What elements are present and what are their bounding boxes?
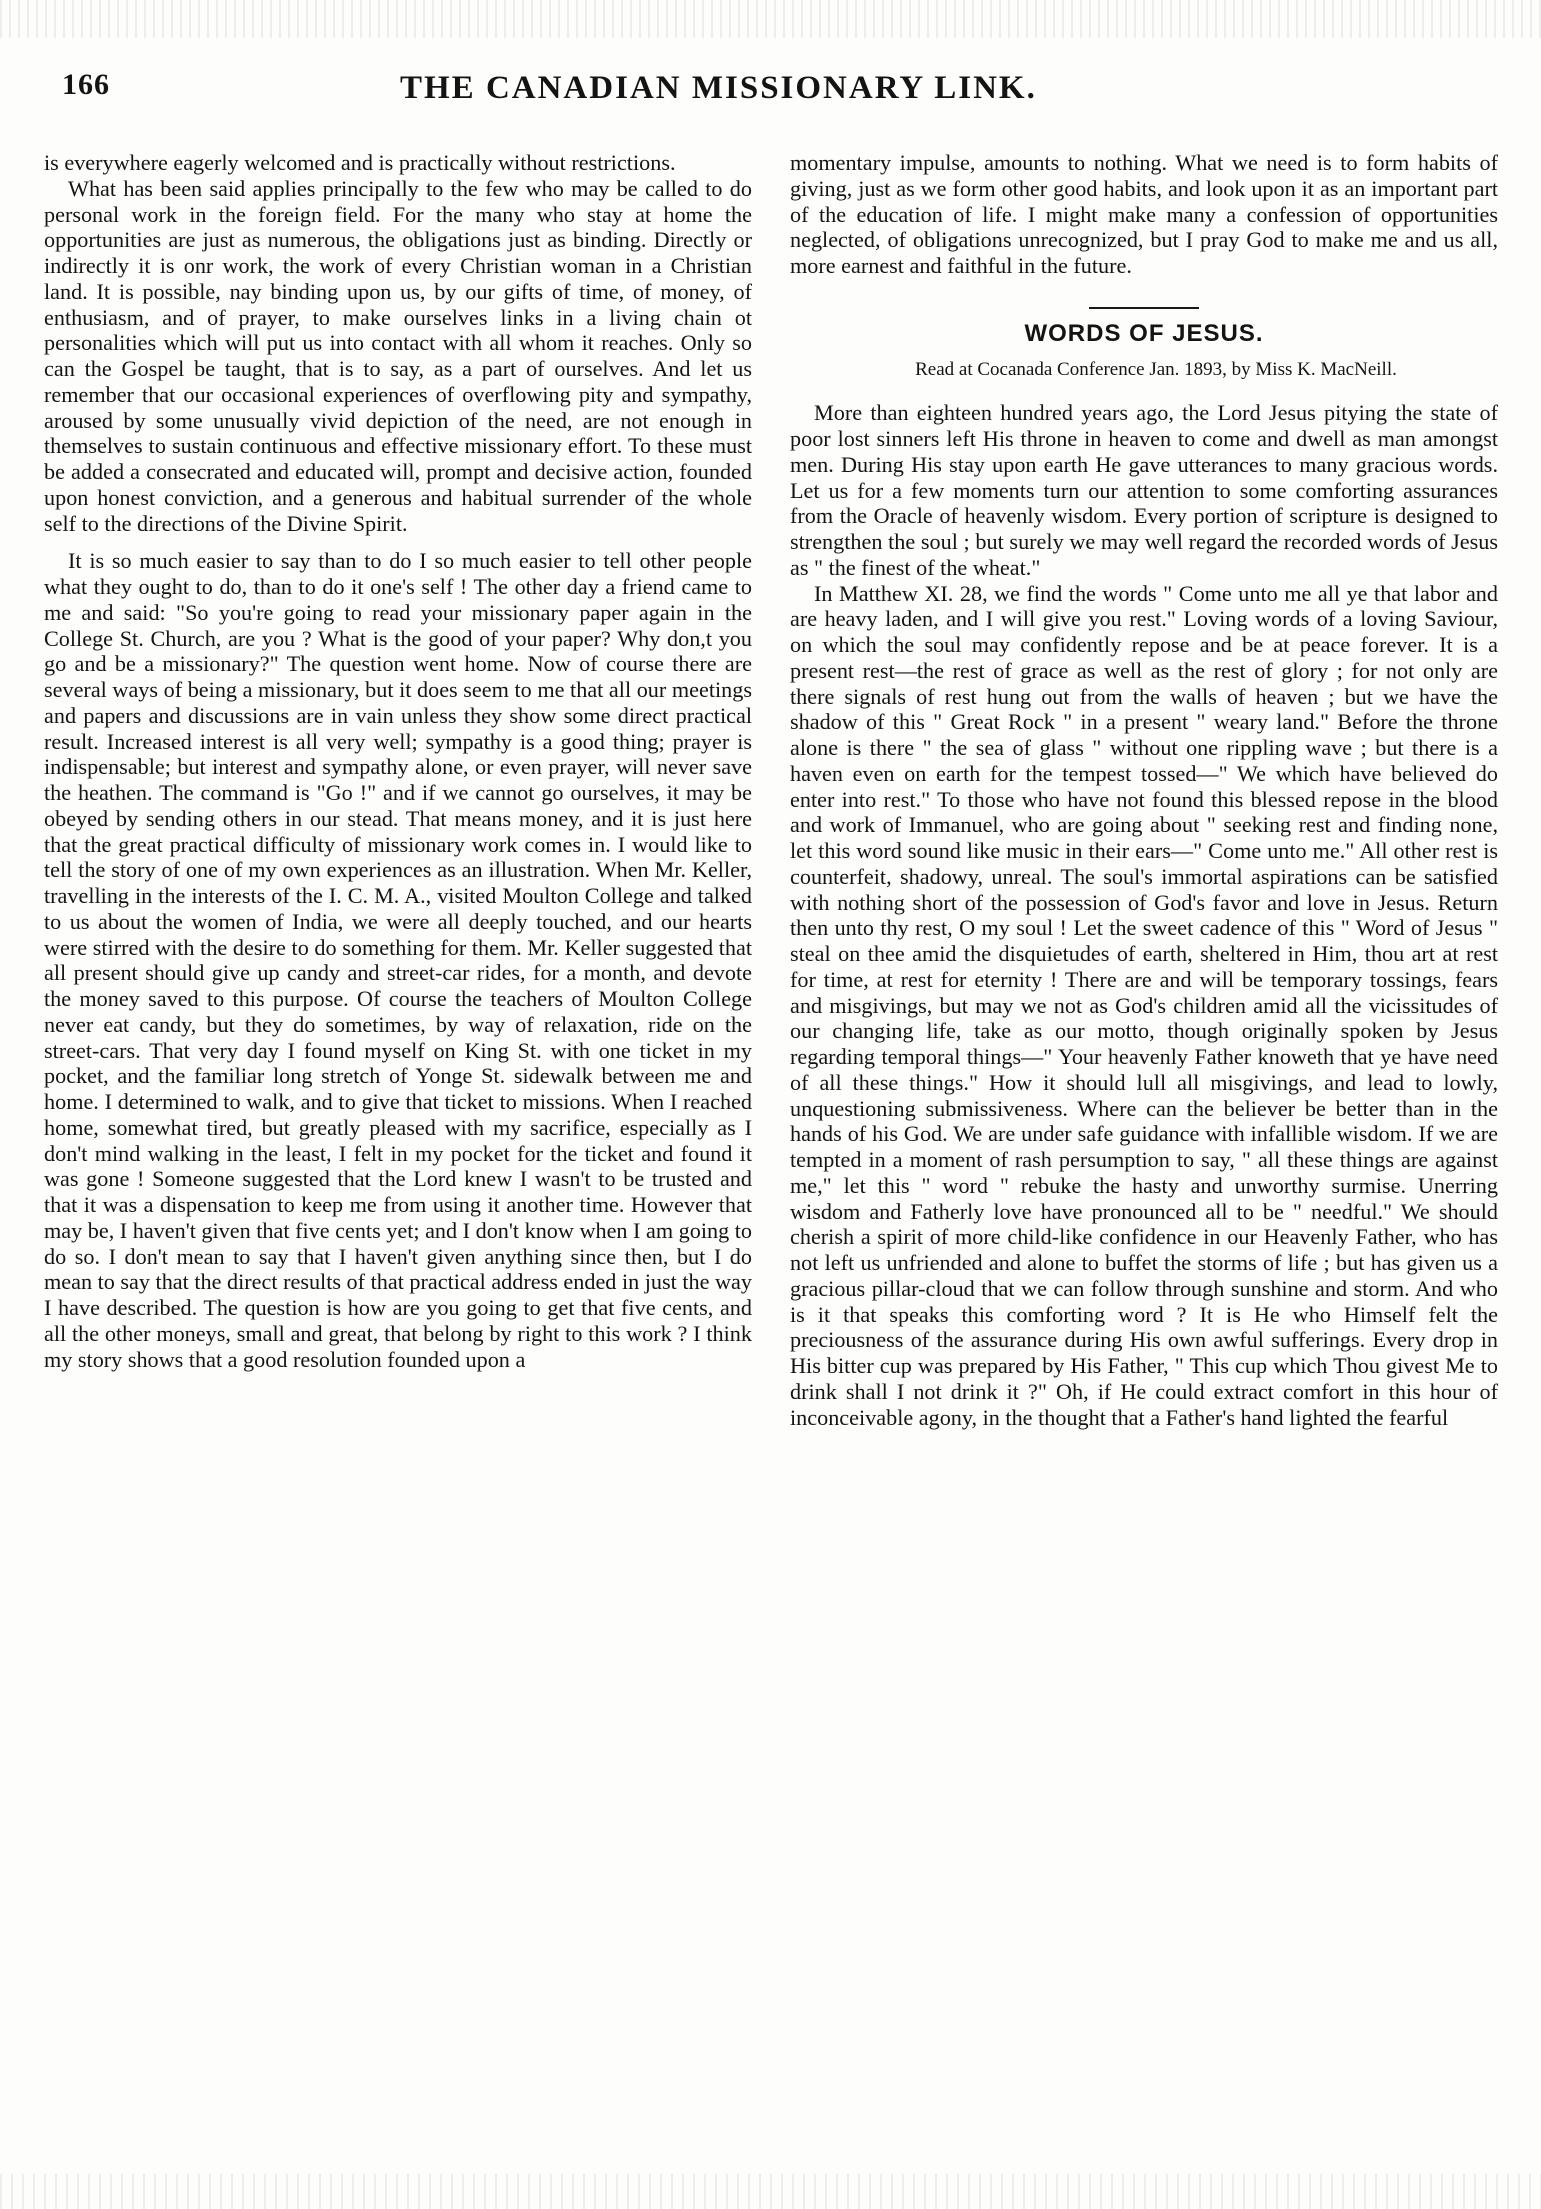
page-edge-top [0,0,1541,38]
right-column [790,150,1498,1430]
paragraph-continuation: momentary impulse, amounts to nothing. What we need is to form habits of giving, just as we form other good habits, and look upon it as an important part of the education of life. I might make many a confession of opportunities neglected, of obligations unrecognized, but I pray God to make me and us all, more earnest and faithful in the future. [790,150,1498,278]
page-edge-bottom [0,2174,1541,2209]
paragraph-continuation: is everywhere eagerly welcomed and is practically without restrictions. [44,150,676,175]
article-title: WORDS OF JESUS. [1024,319,1264,347]
running-head: THE CANADIAN MISSIONARY LINK. [400,70,1037,106]
paragraph: In Matthew XI. 28, we find the words " Come unto me all ye that labor and are heavy laden, and I will give you rest." Loving words of a loving Saviour, on which the soul may confidently repose and be at peace forever. It is a present rest—the rest of grace as well as the rest of glory ; for not only are there signals of rest hung out from the walls of heaven ; but we have the shadow of this " Great Rock " in a present " weary land." Before the throne alone is there " the sea of glass " without one rippling wave ; but there is a haven even on earth for the tempest tossed—" We which have believed do enter into rest." To those who have not found this blessed repose in the blood and work of Immanuel, who are going about " seeking rest and finding none, let this word sound like music in their ears—" Come unto me." All other rest is counterfeit, shadowy, unreal. The soul's immortal aspirations can be satisfied with nothing short of the possession of God's favor and love in Jesus. Return then unto thy rest, O my soul ! Let the sweet cadence of this " Word of Jesus " steal on thee amid the disquietudes of earth, sheltered in Him, thou art at rest for time, at rest for eternity ! There are and will be temporary tossings, fears and misgivings, but may we not as God's children amid all the vicissitudes of our changing life, take as our motto, though originally spoken by Jesus regarding temporal things—" Your heavenly Father knoweth that ye have need of all these things." How it should lull all misgivings, and lead to lowly, unquestioning submissiveness. Where can the believer be better than in the hands of his God. We are under safe guidance with infallible wisdom. If we are tempted in a moment of rash persumption to say, " all these things are against me," let this " word " rebuke the hasty and unworthy surmise. Unerring wisdom and Fatherly love have pronounced all to be " needful." We should cherish a spirit of more child-like confidence in our Heavenly Father, who has not left us unfriended and alone to buffet the storms of life ; but has given us a gracious pillar-cloud that we can follow through sunshine and storm. And who is it that speaks this comforting word ? It is He who Himself felt the preciousness of the assurance during His own awful sufferings. Every drop in His bitter cup was prepared by His Father, " This cup which Thou givest Me to drink shall I not drink it ?" Oh, if He could extract comfort in this hour of inconceivable agony, in the thought that a Father's hand lighted the fearful [790,580,1498,1430]
page-number: 166 [62,68,110,101]
left-column [44,150,752,1372]
section-divider [1089,307,1199,309]
article-byline: Read at Cocanada Conference Jan. 1893, by Miss K. MacNeill. [915,358,1397,380]
paragraph: More than eighteen hundred years ago, the Lord Jesus pitying the state of poor lost sinners left His throne in heaven to come and dwell as man amongst men. During His stay upon earth He gave utterances to many gracious words. Let us for a few moments turn our attention to some comforting assurances from the Oracle of heavenly wisdom. Every portion of scripture is designed to strengthen the soul ; but surely we may well regard the recorded words of Jesus as " the finest of the wheat." [790,400,1498,580]
paragraph: What has been said applies principally to the few who may be called to do personal work in the foreign field. For the many who stay at home the opportunities are just as numerous, the obligations just as binding. Directly or indirectly it is onr work, the work of every Christian woman in a Christian land. It is possible, nay binding upon us, by our gifts of time, of money, of enthusiasm, and of prayer, to make ourselves links in a living chain ot personalities which will put us into contact with all whom it reaches. Only so can the Gospel be taught, that is to say, as a part of ourselves. And let us remember that our occasional experiences of overflowing pity and sympathy, aroused by some unusually vivid depiction of the need, are not enough in themselves to sustain continuous and effective missionary effort. To these must be added a consecrated and educated will, prompt and decisive action, founded upon honest conviction, and a generous and habitual surrender of the whole self to the directions of the Divine Spirit. [44,175,752,536]
paragraph: It is so much easier to say than to do I so much easier to tell other people what they ought to do, than to do it one's self ! The other day a friend came to me and said: "So you're going to read your missionary paper again in the College St. Church, are you ? What is the good of your paper? Why don,t you go and be a missionary?" The question went home. Now of course there are several ways of being a missionary, but it does seem to me that all our meetings and papers and discussions are in vain unless they show some direct practical result. Increased interest is all very well; sympathy is a good thing; prayer is indispensable; but interest and sympathy alone, or even prayer, will never save the heathen. The command is "Go !" and if we cannot go ourselves, it may be obeyed by sending others in our stead. That means money, and it is just here that the great practical difficulty of missionary work comes in. I would like to tell the story of one of my own experiences as an illustration. When Mr. Keller, travelling in the interests of the I. C. M. A., visited Moulton College and talked to us about the women of India, we were all deeply touched, and our hearts were stirred with the desire to do something for them. Mr. Keller suggested that all present should give up candy and street-car rides, for a month, and devote the money saved to this purpose. Of course the teachers of Moulton College never eat candy, but they do sometimes, by way of relaxation, ride on the street-cars. That very day I found myself on King St. with one ticket in my pocket, and the familiar long stretch of Yonge St. sidewalk between me and home. I determined to walk, and to give that ticket to missions. When I reached home, somewhat tired, but greatly pleased with my sacrifice, especially as I don't mind walking in the least, I felt in my pocket for the ticket and found it was gone ! Someone suggested that the Lord knew I wasn't to be trusted and that it was a dispensation to keep me from using it another time. However that may be, I haven't given that five cents yet; and I don't know when I am going to do so. I don't mean to say that I haven't given anything since then, but I do mean to say that the direct results of that practical address ended in just the way I have described. The question is how are you going to get that five cents, and all the other moneys, small and great, that belong by right to this work ? I think my story shows that a good resolution founded upon a [44,548,752,1372]
